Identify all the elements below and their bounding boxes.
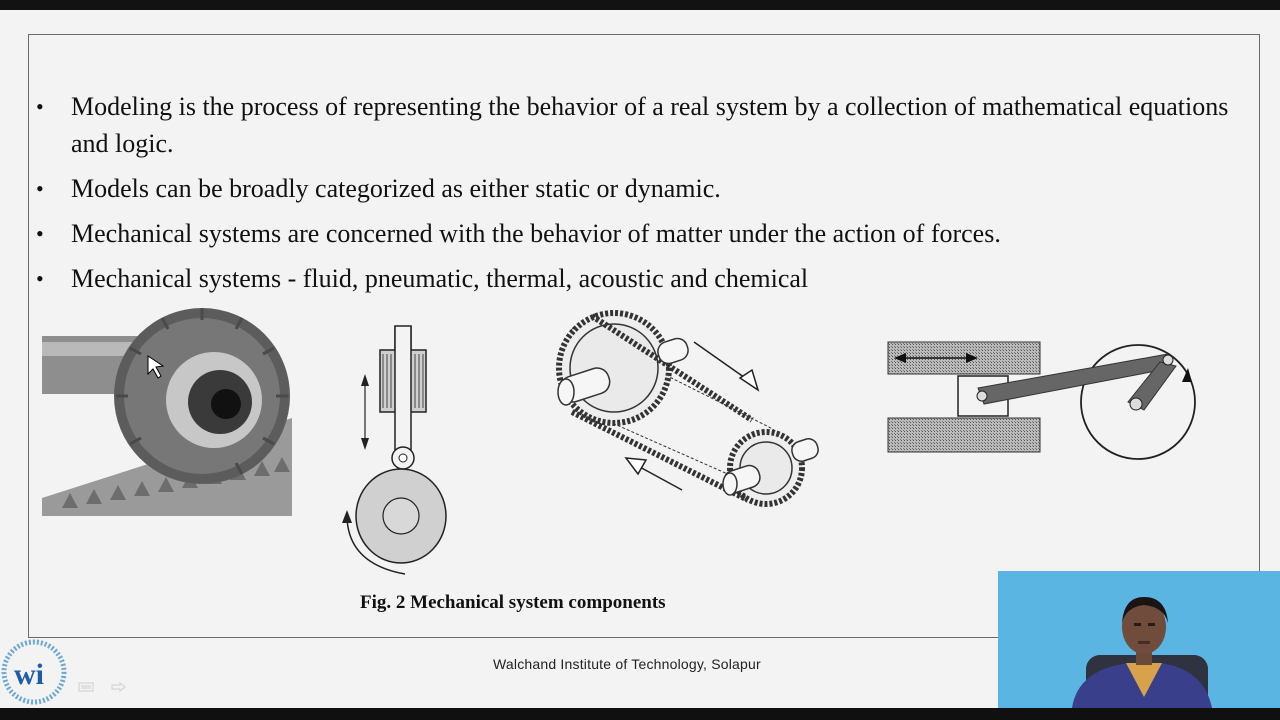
slide-footer: Walchand Institute of Technology, Solapur: [493, 656, 761, 672]
figure-caption: Fig. 2 Mechanical system components: [360, 592, 666, 613]
bullet-item: • Mechanical systems are concerned with the behavior of matter under the action of forces.: [36, 215, 1236, 252]
chain-sprocket-diagram: [552, 308, 822, 508]
bottom-bar: [0, 708, 1280, 720]
bullet-item: • Modeling is the process of representing the behavior of a real system by a collection of mathematical equations and logic.: [36, 88, 1236, 162]
svg-text:wi: wi: [14, 658, 44, 691]
next-slide-icon[interactable]: [110, 682, 126, 692]
institute-logo: [0, 636, 70, 708]
slide-menu-icon[interactable]: [78, 682, 94, 692]
cam-follower-diagram: [335, 322, 460, 580]
rack-pinion-image: [42, 308, 292, 516]
bullet-list: [36, 88, 1236, 305]
slider-crank-diagram: [886, 338, 1201, 466]
bullet-item: • Models can be broadly categorized as either static or dynamic.: [36, 170, 1236, 207]
bullet-item: • Mechanical systems - fluid, pneumatic, thermal, acoustic and chemical: [36, 260, 1236, 297]
top-bar: [0, 0, 1280, 10]
presenter-video: [998, 571, 1280, 708]
webcam-overlay: [998, 571, 1280, 708]
